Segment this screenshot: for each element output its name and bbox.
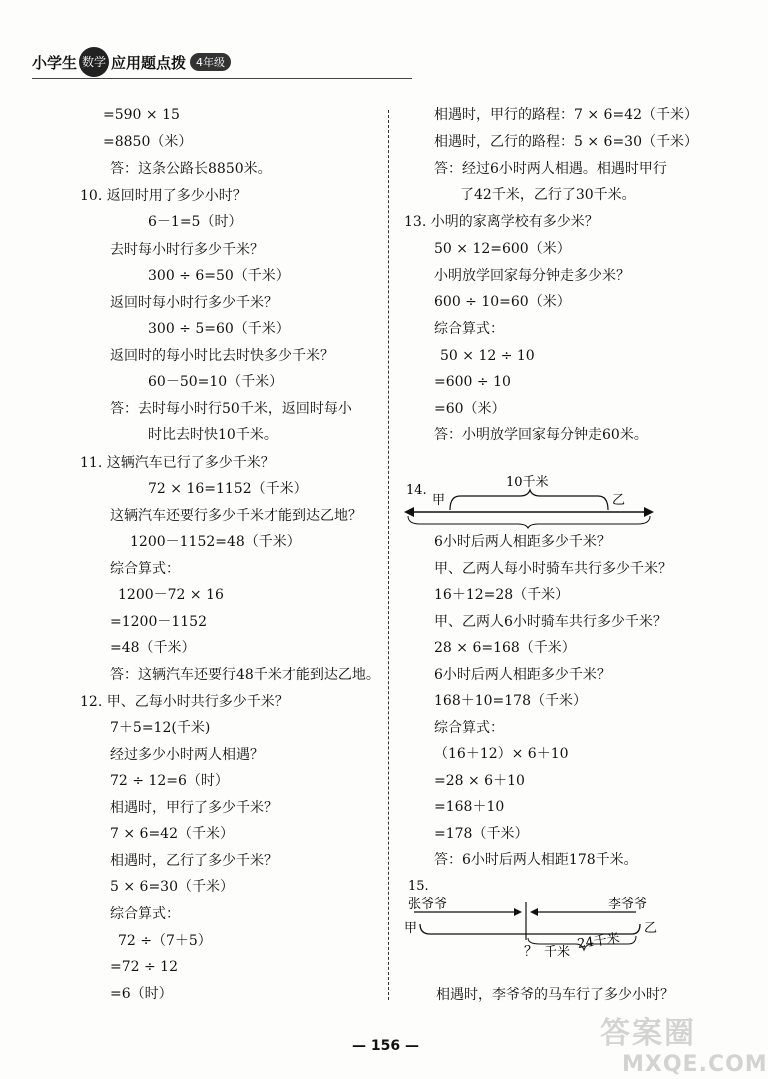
- text-line: 答：这条公路长8850米。: [110, 161, 272, 177]
- text-line: 综合算式：: [110, 906, 180, 922]
- text-line: 返回时的每小时比去时快多少千米？: [110, 348, 334, 364]
- text-line: 60－50=10（千米）: [148, 374, 284, 390]
- text-line: 600 ÷ 10=60（米）: [434, 294, 571, 310]
- text-line: 答：小明放学回家每分钟走60米。: [434, 427, 648, 443]
- text-line: 甲、乙两人6小时骑车共行多少千米？: [434, 614, 667, 630]
- diagram-14: [400, 470, 660, 528]
- text-line: =168＋10: [434, 799, 505, 815]
- diagram-15-number: 15.: [408, 879, 429, 894]
- text-line: 50 × 12=600（米）: [434, 241, 571, 257]
- diagram-15-unit: 千米: [544, 945, 571, 960]
- watermark-logo: [600, 1008, 768, 1077]
- diagram-14-label-yi: 乙: [612, 493, 626, 508]
- text-line: 50 × 12 ÷ 10: [440, 348, 535, 364]
- diagram-15-label-yi: 乙: [644, 921, 658, 936]
- text-line: 72 ÷（7＋5）: [118, 933, 212, 949]
- text-line: 去时每小时行多少千米？: [110, 242, 264, 258]
- text-line: 16＋12=28（千米）: [434, 587, 570, 603]
- text-line: （16＋12）× 6＋10: [434, 746, 569, 762]
- text-line: =6（时）: [110, 986, 173, 1002]
- diagram-14-left-arrow: [404, 507, 414, 517]
- diagram-14-number: 14.: [406, 483, 427, 498]
- watermark-url: MXQE.COM: [622, 1052, 768, 1077]
- text-line: 72 × 16=1152（千米）: [148, 481, 308, 497]
- diagram-15-label-jia: 甲: [404, 921, 418, 936]
- text-line: =8850（米）: [103, 134, 193, 150]
- diagram-15-distance: 24千米: [576, 931, 621, 952]
- text-line: 答：这辆汽车还要行48千米才能到达乙地。: [110, 667, 380, 683]
- text-line: 7 × 6=42（千米）: [110, 826, 234, 842]
- series-title-part2: 应用题点拨: [111, 53, 187, 72]
- text-line: 168＋10=178（千米）: [434, 693, 587, 709]
- text-line: 了42千米，乙行了30千米。: [460, 187, 636, 203]
- text-line: 5 × 6=30（千米）: [110, 879, 234, 895]
- diagram-15-label-zhang: 张爷爷: [408, 897, 448, 912]
- text-line: =28 × 6＋10: [434, 773, 525, 789]
- text-line: 时比去时快10千米。: [148, 427, 278, 443]
- diagram-15-zhang-arrowhead: [514, 908, 522, 916]
- text-line: =72 ÷ 12: [110, 959, 178, 975]
- text-line: 6小时后两人相距多少千米？: [434, 667, 611, 683]
- grade-badge: 4年级: [190, 53, 231, 71]
- text-line: =48（千米）: [110, 640, 196, 656]
- text-line: =1200－1152: [110, 614, 207, 630]
- text-line: 答：6小时后两人相距178千米。: [434, 852, 638, 868]
- diagram-14-brace: [450, 490, 608, 510]
- diagram-14-right-arrow: [644, 507, 654, 517]
- question-heading: 10. 返回时用了多少小时？: [80, 188, 247, 204]
- question-heading: 12. 甲、乙每小时共行多少千米？: [80, 694, 289, 710]
- text-line: 这辆汽车还要行多少千米才能到达乙地？: [110, 508, 362, 524]
- diagram-14-lower-brace: [408, 516, 650, 528]
- diagram-14-top-label: 10千米: [506, 475, 549, 490]
- text-line: 7＋5=12(千米): [110, 720, 211, 736]
- text-line: 6－1=5（时）: [148, 214, 243, 230]
- text-line: 经过多少小时两人相遇？: [110, 747, 264, 763]
- question-heading: 11. 这辆汽车已行了多少千米？: [80, 455, 275, 471]
- text-line: 答：去时每小时行50千米，返回时每小: [110, 401, 352, 417]
- diagram-15: [400, 874, 662, 962]
- text-line: 相遇时，甲行的路程：7 × 6=42（千米）: [434, 107, 698, 123]
- text-line: =60（米）: [434, 401, 506, 417]
- text-line: 综合算式：: [434, 321, 504, 337]
- math-logo-icon: 数学: [79, 47, 109, 77]
- text-line: 6小时后两人相距多少千米？: [434, 534, 611, 550]
- diagram-15-li-arrowhead: [530, 908, 538, 916]
- diagram-15-question: ？: [524, 944, 538, 960]
- text-line: 300 ÷ 5=60（千米）: [148, 321, 290, 337]
- text-line: =590 × 15: [103, 107, 180, 123]
- text-line: =600 ÷ 10: [434, 374, 511, 390]
- text-line: 返回时每小时行多少千米？: [110, 295, 278, 311]
- text-line: 小明放学回家每分钟走多少米？: [434, 268, 630, 284]
- question-heading: 13. 小明的家离学校有多少米？: [404, 214, 599, 230]
- text-line: 综合算式：: [434, 720, 504, 736]
- header-rule: [32, 78, 412, 79]
- column-divider: [388, 110, 389, 1000]
- text-line: 72 ÷ 12=6（时）: [110, 773, 229, 789]
- page-number: — 156 —: [352, 1038, 419, 1054]
- text-line: 300 ÷ 6=50（千米）: [148, 268, 290, 284]
- text-line: 相遇时，乙行的路程：5 × 6=30（千米）: [434, 134, 698, 150]
- text-line: 相遇时，乙行了多少千米？: [110, 853, 278, 869]
- text-line: 28 × 6=168（千米）: [434, 640, 576, 656]
- text-line: =178（千米）: [434, 826, 529, 842]
- watermark-text: 答案圈: [600, 1016, 696, 1051]
- text-line: 综合算式：: [110, 561, 180, 577]
- diagram-14-label-jia: 甲: [432, 493, 446, 508]
- diagram-15-label-li: 李爷爷: [608, 897, 648, 912]
- text-line: 相遇时，李爷爷的马车行了多少小时？: [436, 987, 674, 1003]
- text-line: 甲、乙两人每小时骑车共行多少千米？: [434, 561, 672, 577]
- text-line: 相遇时，甲行了多少千米？: [110, 800, 278, 816]
- text-line: 答：经过6小时两人相遇。相遇时甲行: [434, 161, 667, 177]
- series-title-part1: 小学生: [32, 53, 78, 72]
- text-line: 1200－72 × 16: [118, 587, 224, 603]
- text-line: 1200－1152=48（千米）: [130, 534, 301, 550]
- book-header: [32, 50, 231, 74]
